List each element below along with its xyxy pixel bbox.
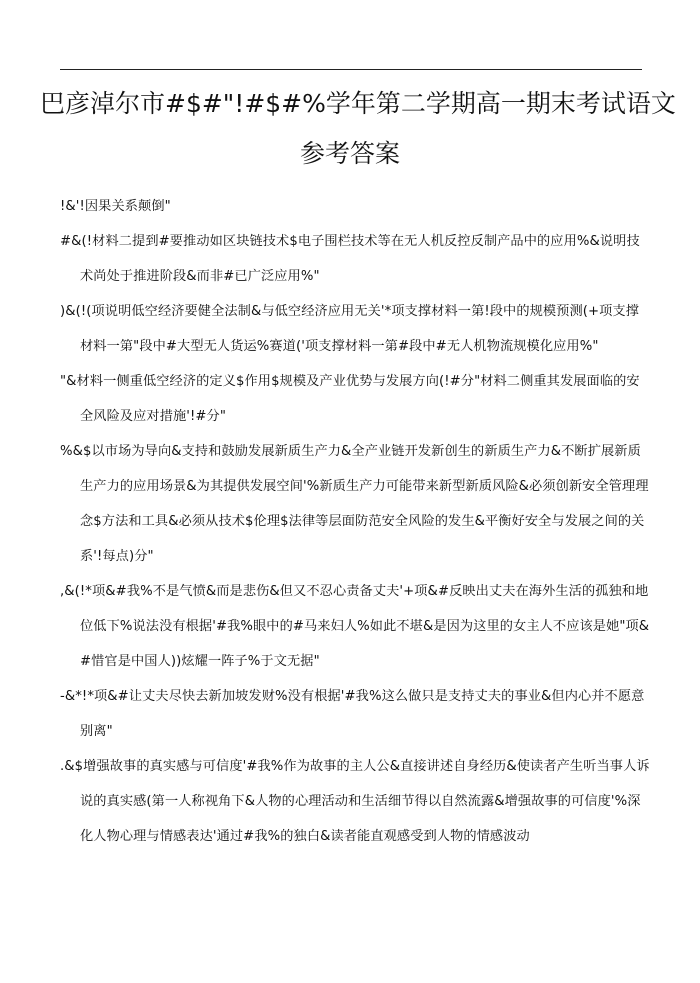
- answer-item-6: ,&(!*项&#我%不是气愤&而是悲伤&但又不忍心责备丈夫'+项&#反映出丈夫在海外生活的孤独和地位低下%说法没有根据'#我%眼中的#马来妇人%如此不堪&是因为这里的女主人不应该是她"项&#惜官是中国人))炫耀一阵子%于文无据": [60, 584, 650, 669]
- header-rule: [60, 69, 642, 70]
- answer-item-5: %&$以市场为导向&支持和鼓励发展新质生产力&全产业链开发新创生的新质生产力&不断扩展新质生产力的应用场景&为其提供发展空间'%新质生产力可能带来新型新质风险&必须创新安全管理理念$方法和工具&必须从技术$伦理$法律等层面防范安全风险的发生&平衡好安全与发展之间的关系'!每点)分": [60, 444, 649, 564]
- answer-item-7: -&*!*项&#让丈夫尽快去新加坡发财%没有根据'#我%这么做只是支持丈夫的事业&但内心并不愿意别离": [60, 689, 645, 739]
- answer-item-1: !&'!因果关系颠倒": [60, 199, 171, 214]
- document-subtitle: 参考答案: [299, 139, 400, 168]
- answer-list: [60, 189, 650, 854]
- document-title: 巴彦淖尔市#$#"!#$#%学年第二学期高一期末考试语文: [40, 89, 676, 118]
- answer-item-8: .&$增强故事的真实感与可信度'#我%作为故事的主人公&直接讲述自身经历&使读者产生听当事人诉说的真实感(第一人称视角下&人物的心理活动和生活细节得以自然流露&增强故事的可信度'%深化人物心理与情感表达'通过#我%的独白&读者能直观感受到人物的情感波动: [60, 759, 650, 844]
- answer-item-2: #&(!材料二提到#要推动如区块链技术$电子围栏技术等在无人机反控反制产品中的应用%&说明技术尚处于推进阶段&而非#已广泛应用%": [60, 234, 640, 284]
- answer-item-4: "&材料一侧重低空经济的定义$作用$规模及产业优势与发展方向(!#分"材料二侧重其发展面临的安全风险及应对措施'!#分": [60, 374, 640, 424]
- answer-item-3: )&(!(项说明低空经济要健全法制&与低空经济应用无关'*项支撑材料一第!段中的规模预测(+项支撑材料一第"段中#大型无人货运%赛道('项支撑材料一第#段中#无人机物流规模化应用%": [60, 304, 640, 354]
